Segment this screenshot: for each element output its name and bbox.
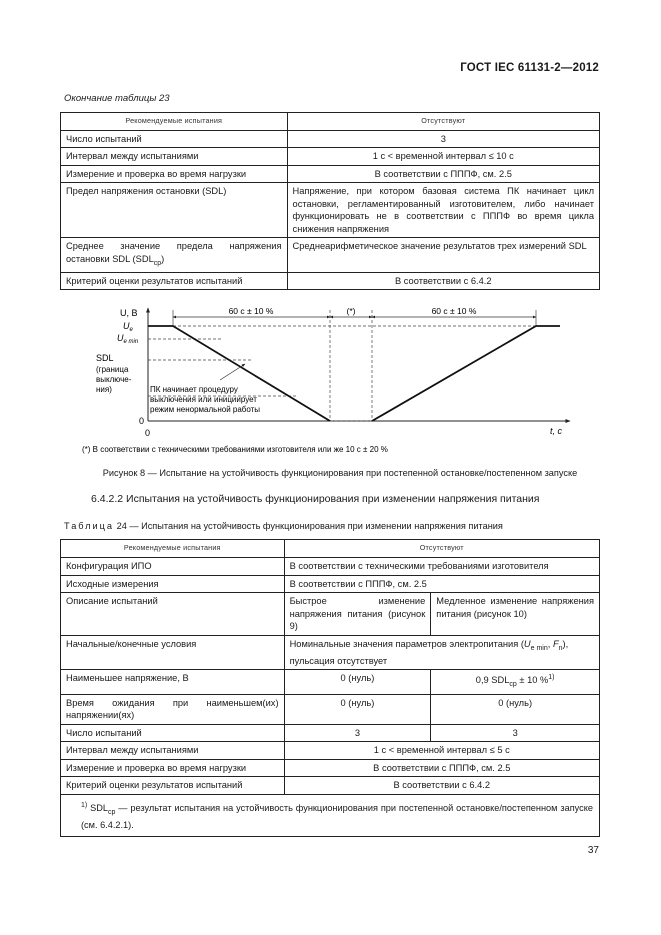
table-23 bbox=[60, 112, 600, 290]
ue-label: U bbox=[123, 321, 130, 331]
table-row: Предел напряжения остановки (SDL) Напряжение, при котором базовая система ПК начинает цикл остановки, регламентированный изготовителем, либо начинает функционировать не в соответствии с ПППФ во время цикла снижения напряжения bbox=[61, 183, 600, 238]
section-heading: 6.4.2.2 Испытания на устойчивость функционирования при изменении напряжения питания bbox=[91, 493, 540, 505]
table-row: Среднее значение предела напряжения остановки SDL $(SDL_{ср})$ Среднеарифметическое значение результатов трех измерений SDL bbox=[61, 238, 600, 273]
table-row: Описание испытаний Быстрое изменение напряжения питания (рисунок 9) Медленное изменение напряжения питания (рисунок 10) bbox=[61, 593, 600, 636]
interval-left-label: 60 с ± 10 % bbox=[228, 306, 274, 316]
x-zero-label: 0 bbox=[145, 428, 151, 438]
table-row: Число испытаний 3 3 bbox=[61, 724, 600, 742]
table-continuation-label: Окончание таблицы 23 bbox=[64, 93, 170, 104]
annotation-line: выключения или инициирует bbox=[150, 395, 257, 404]
svg-text:выключе-: выключе- bbox=[96, 375, 132, 384]
interval-mid-label: (*) bbox=[346, 306, 356, 316]
sdl-label: SDL bbox=[96, 353, 114, 363]
table-row: Измерение и проверка во время нагрузки В соответствии с ПППФ, см. 2.5 bbox=[61, 759, 600, 777]
table-row: Число испытаний 3 bbox=[61, 130, 600, 148]
table-row: Критерий оценки результатов испытаний В соответствии с 6.4.2 bbox=[61, 777, 600, 795]
table-caption: Таблица 24 — Испытания на устойчивость функционирования при изменении напряжения питания bbox=[64, 521, 503, 531]
table-header-tests: Рекомендуемые испытания bbox=[61, 113, 288, 131]
table-footnote-row: $^{1)}$ $SDL_{ср}$ — результат испытания на устойчивость функционирования при постепенной остановке/постепенном запуске (см. 6.4.2.1). bbox=[61, 794, 600, 836]
figure-8-diagram bbox=[60, 300, 600, 460]
y-axis-label: U, В bbox=[120, 308, 138, 318]
svg-text:ния): ния) bbox=[96, 385, 112, 394]
svg-text:Ue min: $U_{e min}$ bbox=[117, 333, 139, 345]
annotation-line: ПК начинает процедуру bbox=[150, 385, 238, 394]
x-axis-label: t, с bbox=[550, 426, 563, 436]
uemin-label: U bbox=[117, 333, 124, 343]
table-row: Наименьшее напряжение, В 0 (нуль) 0,9 $SDL_{ср} \pm 10$ %$^{1)}$ bbox=[61, 670, 600, 694]
table-row: Критерий оценки результатов испытаний В соответствии с 6.4.2 bbox=[61, 272, 600, 290]
table-24 bbox=[60, 539, 600, 837]
interval-right-label: 60 с ± 10 % bbox=[431, 306, 477, 316]
document-header: ГОСТ IEC 61131-2—2012 bbox=[460, 62, 599, 74]
voltage-ramp-up bbox=[372, 326, 560, 421]
table-row: Измерение и проверка во время нагрузки В соответствии с ПППФ, см. 2.5 bbox=[61, 165, 600, 183]
figure-caption: Рисунок 8 — Испытание на устойчивость функционирования при постепенной остановке/постепенном запуске bbox=[102, 468, 578, 478]
page-number: 37 bbox=[587, 845, 599, 856]
table-row: Начальные/конечные условия Номинальные значения параметров электропитания ($U_{e min}$, $F_n$), пульсация отсутствует bbox=[61, 635, 600, 670]
table-row: Конфигурация ИПО В соответствии с техническими требованиями изготовителя bbox=[61, 558, 600, 576]
table-row: Интервал между испытаниями 1 с < временной интервал ≤ 10 с bbox=[61, 148, 600, 166]
table-row: Интервал между испытаниями 1 с < временной интервал ≤ 5 с bbox=[61, 742, 600, 760]
table-row: Время ожидания при наименьшем(их) напряжении(ях) 0 (нуль) 0 (нуль) bbox=[61, 694, 600, 724]
annotation-line: режим ненормальной работы bbox=[150, 405, 261, 414]
table-header-absent: Отсутствуют bbox=[284, 540, 599, 558]
table-row: Исходные измерения В соответствии с ПППФ, см. 2.5 bbox=[61, 575, 600, 593]
table-header-tests: Рекомендуемые испытания bbox=[61, 540, 285, 558]
y-zero-label: 0 bbox=[139, 416, 145, 426]
table-header-absent: Отсутствуют bbox=[287, 113, 599, 131]
figure-footnote: (*) В соответствии с техническими требованиями изготовителя или же 10 с ± 20 % bbox=[82, 445, 388, 454]
svg-text:(граница: (граница bbox=[96, 365, 129, 374]
svg-text:Ue: $U_e$ bbox=[123, 321, 133, 333]
